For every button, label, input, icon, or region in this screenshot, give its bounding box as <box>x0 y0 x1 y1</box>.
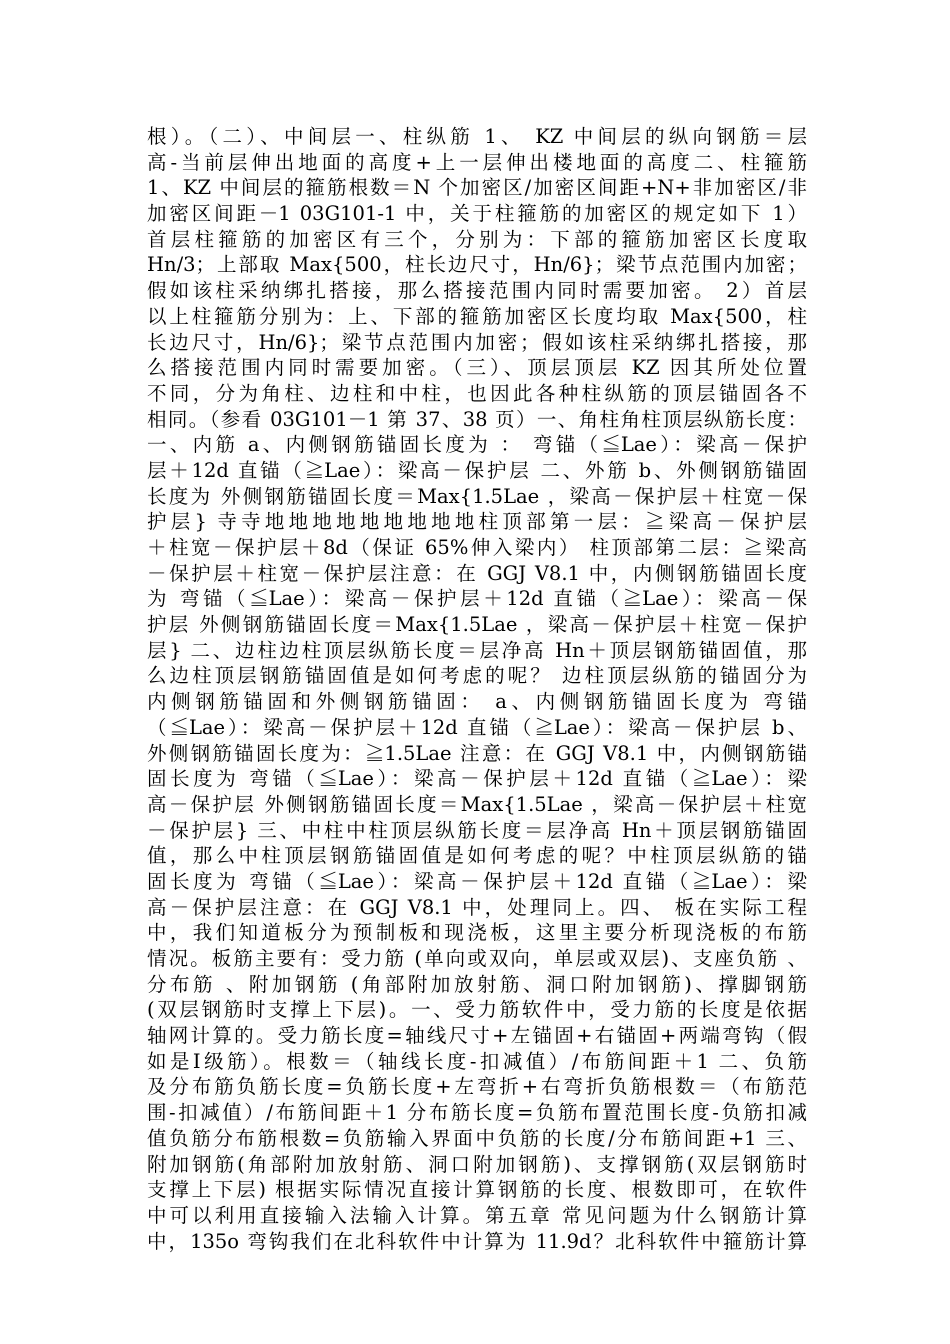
text-line: 为 弯锚（≦Lae）：梁高－保护层＋12d 直锚（≧Lae）：梁高－保 <box>147 587 807 611</box>
text-line: 么边柱顶层钢筋锚固值是如何考虑的呢？ 边柱顶层纵筋的锚固分为 <box>147 664 807 688</box>
text-line: 层＋12d 直锚（≧Lae）：梁高－保护层 二、外筋 b、外侧钢筋锚固 <box>147 458 807 482</box>
text-line: 相同。（参看 03G101－1 第 37、38 页）一、角柱角柱顶层纵筋长度： <box>147 407 807 431</box>
body-text <box>147 124 807 1254</box>
text-line: 情况。板筋主要有：受力筋 (单向或双向，单层或双层)、支座负筋 、 <box>147 947 807 970</box>
text-line: 固长度为 弯锚（≦Lae）：梁高－保护层＋12d 直锚（≧Lae）：梁 <box>147 767 807 791</box>
text-line: 1、KZ 中间层的箍筋根数＝N 个加密区/加密区间距+N+非加密区/非 <box>147 176 807 200</box>
text-line: 内侧钢筋锚固和外侧钢筋锚固： a、内侧钢筋锚固长度为 弯锚 <box>147 690 807 714</box>
text-line: 首层柱箍筋的加密区有三个，分别为：下部的箍筋加密区长度取 <box>147 227 807 251</box>
text-line: 分布筋 、附加钢筋 (角部附加放射筋、洞口附加钢筋)、撑脚钢筋 <box>147 972 807 996</box>
text-line: －保护层} 三、中柱中柱顶层纵筋长度＝层净高 Hn＋顶层钢筋锚固 <box>147 818 807 842</box>
text-line: 长度为 外侧钢筋锚固长度＝Max{1.5Lae ，梁高－保护层＋柱宽－保 <box>147 484 807 508</box>
text-line: 么搭接范围内同时需要加密。（三）、顶层顶层 KZ 因其所处位置 <box>147 356 807 380</box>
text-line: 附加钢筋(角部附加放射筋、洞口附加钢筋)、支撑钢筋(双层钢筋时 <box>147 1152 807 1176</box>
text-line: 假如该柱采纳绑扎搭接，那么搭接范围内同时需要加密。 2）首层 <box>147 279 807 303</box>
text-line: 一、内筋 a、内侧钢筋锚固长度为 ： 弯锚（≦Lae）：梁高－保护 <box>147 433 807 457</box>
text-line: 支撑上下层) 根据实际情况直接计算钢筋的长度、根数即可，在软件 <box>147 1178 807 1202</box>
text-line: 根）。（二）、中间层一、柱纵筋 1、 KZ 中间层的纵向钢筋＝层 <box>147 125 807 148</box>
text-line: 高－保护层 外侧钢筋锚固长度＝Max{1.5Lae ，梁高－保护层＋柱宽 <box>147 792 807 816</box>
text-line: 外侧钢筋锚固长度为：≧1.5Lae 注意：在 GGJ V8.1 中，内侧钢筋锚 <box>147 741 807 765</box>
text-line: 中可以利用直接输入法输入计算。第五章 常见问题为什么钢筋计算 <box>147 1203 807 1227</box>
text-line: 值负筋分布筋根数=负筋输入界面中负筋的长度/分布筋间距+1 三、 <box>147 1126 807 1150</box>
text-line: 固长度为 弯锚（≦Lae）：梁高－保护层＋12d 直锚（≧Lae）：梁 <box>147 869 807 893</box>
text-line: 长边尺寸，Hn/6}；梁节点范围内加密；假如该柱采纳绑扎搭接，那 <box>147 330 807 354</box>
text-line: －保护层＋柱宽－保护层注意：在 GGJ V8.1 中，内侧钢筋锚固长度 <box>147 561 807 585</box>
text-line: 中，135o 弯钩我们在北科软件中计算为 11.9d？北科软件中箍筋计算 <box>147 1229 807 1253</box>
text-line: ＋柱宽－保护层＋8d（保证 65%伸入梁内） 柱顶部第二层：≧梁高 <box>147 536 807 559</box>
text-line: 高-当前层伸出地面的高度+上一层伸出楼地面的高度二、柱箍筋 <box>147 150 807 174</box>
text-line: 护层} 寺寺地地地地地地地地地柱顶部第一层：≧梁高－保护层 <box>147 510 807 534</box>
text-line: Hn/3；上部取 Max{500，柱长边尺寸，Hn/6}；梁节点范围内加密； <box>147 253 807 277</box>
text-line: 值，那么中柱顶层钢筋锚固值是如何考虑的呢？中柱顶层纵筋的锚 <box>147 844 807 868</box>
text-line: 护层 外侧钢筋锚固长度＝Max{1.5Lae ，梁高－保护层＋柱宽－保护 <box>147 613 807 637</box>
text-line: 如是Ⅰ级筋）。根数＝（轴线长度-扣减值）/布筋间距＋1 二、负筋 <box>147 1049 807 1073</box>
text-line: 不同，分为角柱、边柱和中柱，也因此各种柱纵筋的顶层锚固各不 <box>147 381 807 405</box>
text-line: 高－保护层注意：在 GGJ V8.1 中，处理同上。四、 板在实际工程 <box>147 895 807 919</box>
text-line: 中，我们知道板分为预制板和现浇板，这里主要分析现浇板的布筋 <box>147 921 807 945</box>
text-line: 以上柱箍筋分别为：上、下部的箍筋加密区长度均取 Max{500，柱 <box>147 304 807 328</box>
text-line: 加密区间距－1 03G101-1 中，关于柱箍筋的加密区的规定如下 1） <box>147 202 807 226</box>
text-line: 轴网计算的。受力筋长度=轴线尺寸+左锚固+右锚固+两端弯钩（假 <box>147 1024 807 1048</box>
text-line: 层} 二、边柱边柱顶层纵筋长度＝层净高 Hn＋顶层钢筋锚固值，那 <box>147 638 807 662</box>
text-line: (双层钢筋时支撑上下层)。一、受力筋软件中，受力筋的长度是依据 <box>147 998 807 1022</box>
text-line: （≦Lae）：梁高－保护层＋12d 直锚（≧Lae）：梁高－保护层 b、 <box>147 715 807 739</box>
text-line: 及分布筋负筋长度=负筋长度+左弯折+右弯折负筋根数＝（布筋范 <box>147 1075 807 1099</box>
text-line: 围-扣减值）/布筋间距＋1 分布筋长度=负筋布置范围长度-负筋扣减 <box>147 1101 807 1125</box>
